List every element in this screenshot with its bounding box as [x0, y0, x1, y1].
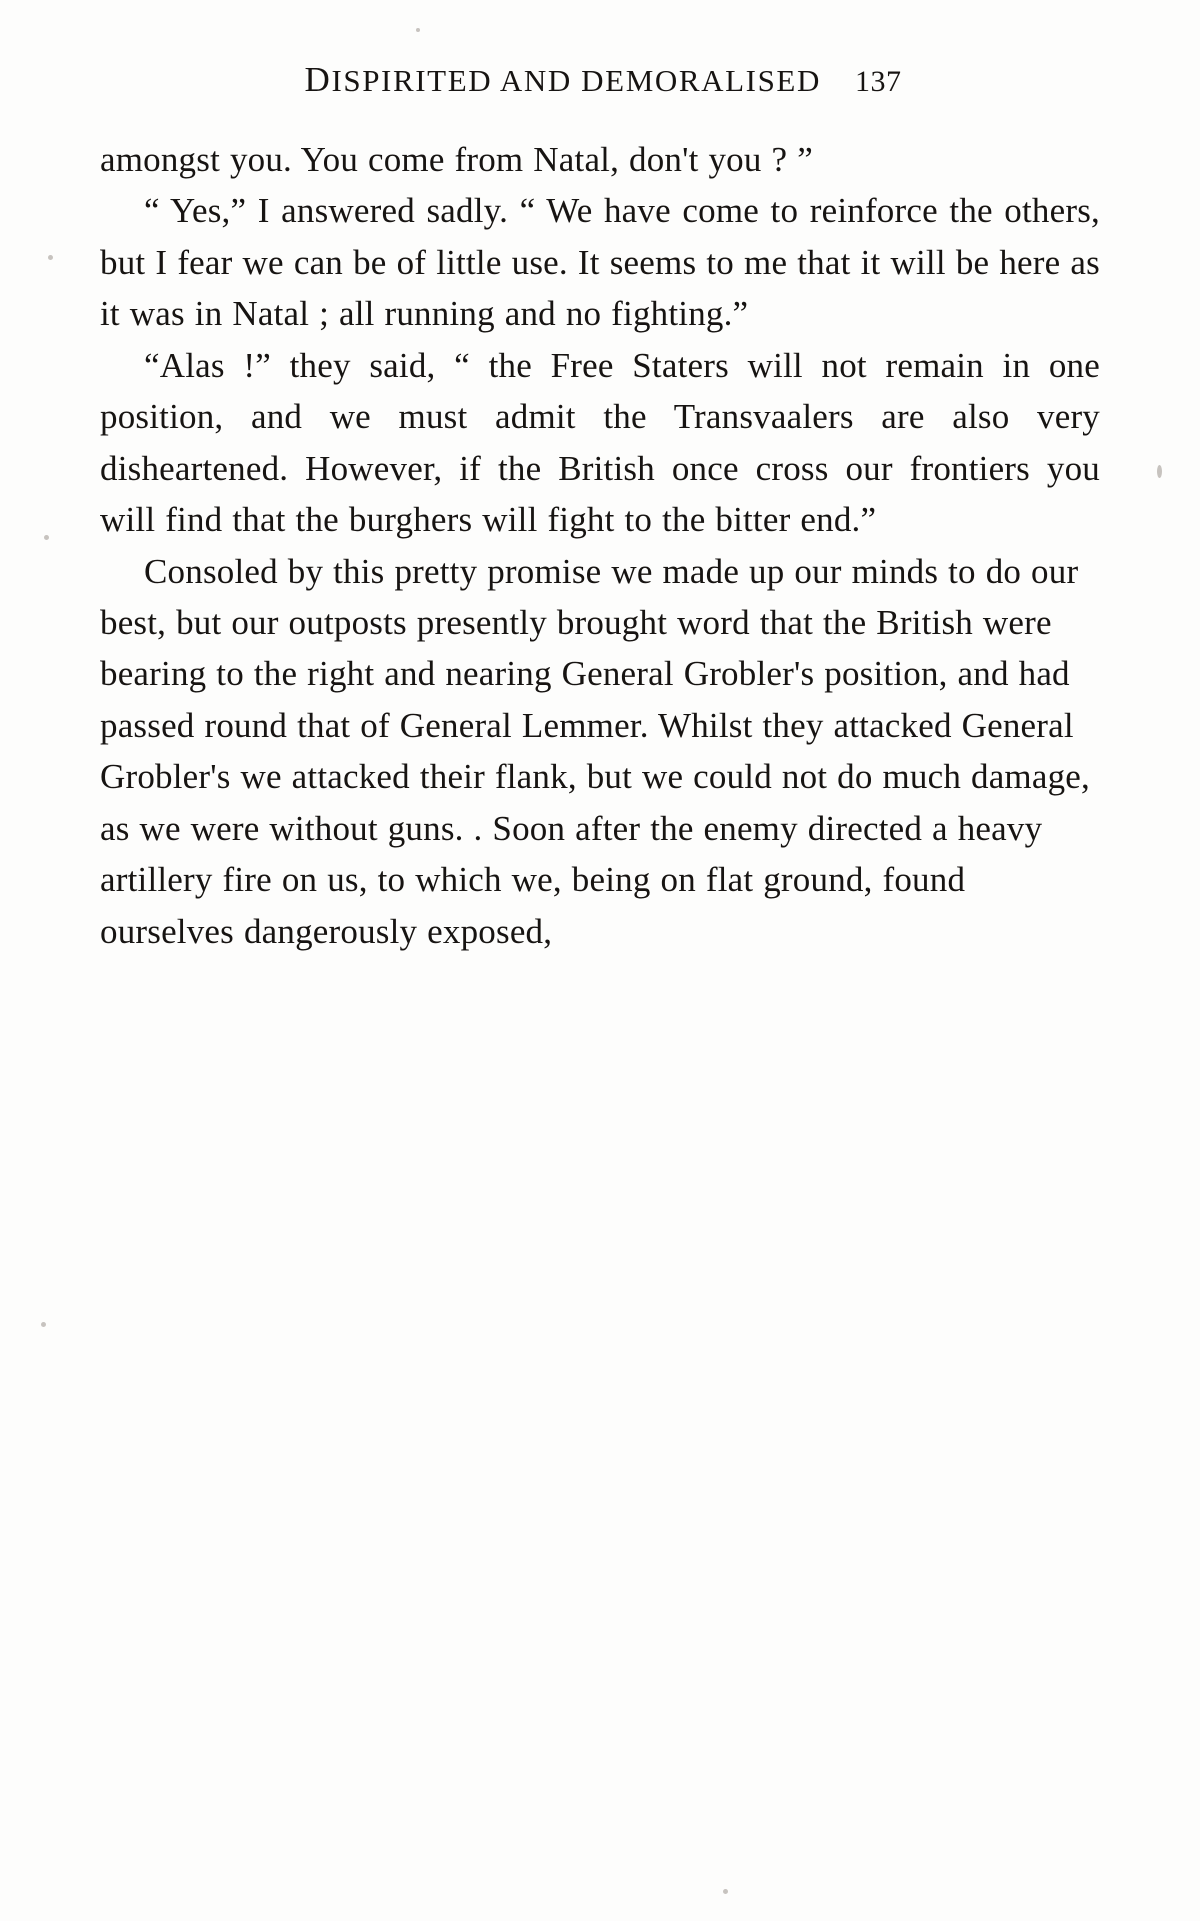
page-number: 137 [854, 65, 902, 98]
running-head [106, 60, 1100, 100]
running-head-title-initial: D [304, 60, 332, 99]
scan-speck [48, 255, 53, 260]
page-content [100, 60, 1100, 957]
scan-speck [41, 1322, 46, 1327]
scan-speck [723, 1889, 728, 1894]
scan-speck [416, 28, 420, 32]
running-head-title-rest: ISPIRITED AND DEMORALISED [331, 63, 821, 98]
running-head-title [305, 60, 821, 100]
scan-speck [1157, 465, 1162, 478]
paragraph-yes-i-answered: “ Yes,” I answered sadly. “ We have come to reinforce the others, but I fear we can be of little use. It seems to me that it will be here as it was in Natal ; all running and no fighting.” [100, 191, 1100, 334]
body-text [100, 134, 1100, 957]
scan-speck [44, 535, 49, 540]
paragraph-alas: “Alas !” they said, “ the Free Staters will not remain in one position, and we must admit the Transvaalers are also very disheartened. However, if the British once cross our frontiers you will find that the burghers will fight to the bitter end.” [100, 345, 1100, 540]
paragraph-continued: amongst you. You come from Natal, don't you ? ” [100, 140, 813, 179]
paragraph-consoled: Consoled by this pretty promise we made up our minds to do our best, but our outposts presently brought word that the British were bearing to the right and nearing General Grobler's position, and had passed round that of General Lemmer. Whilst they attacked General Grobler's we attacked their flank, but we could not do much damage, as we were without guns. . Soon after the enemy directed a heavy artillery fire on us, to which we, being on flat ground, found ourselves dangerously exposed, [100, 551, 1090, 951]
